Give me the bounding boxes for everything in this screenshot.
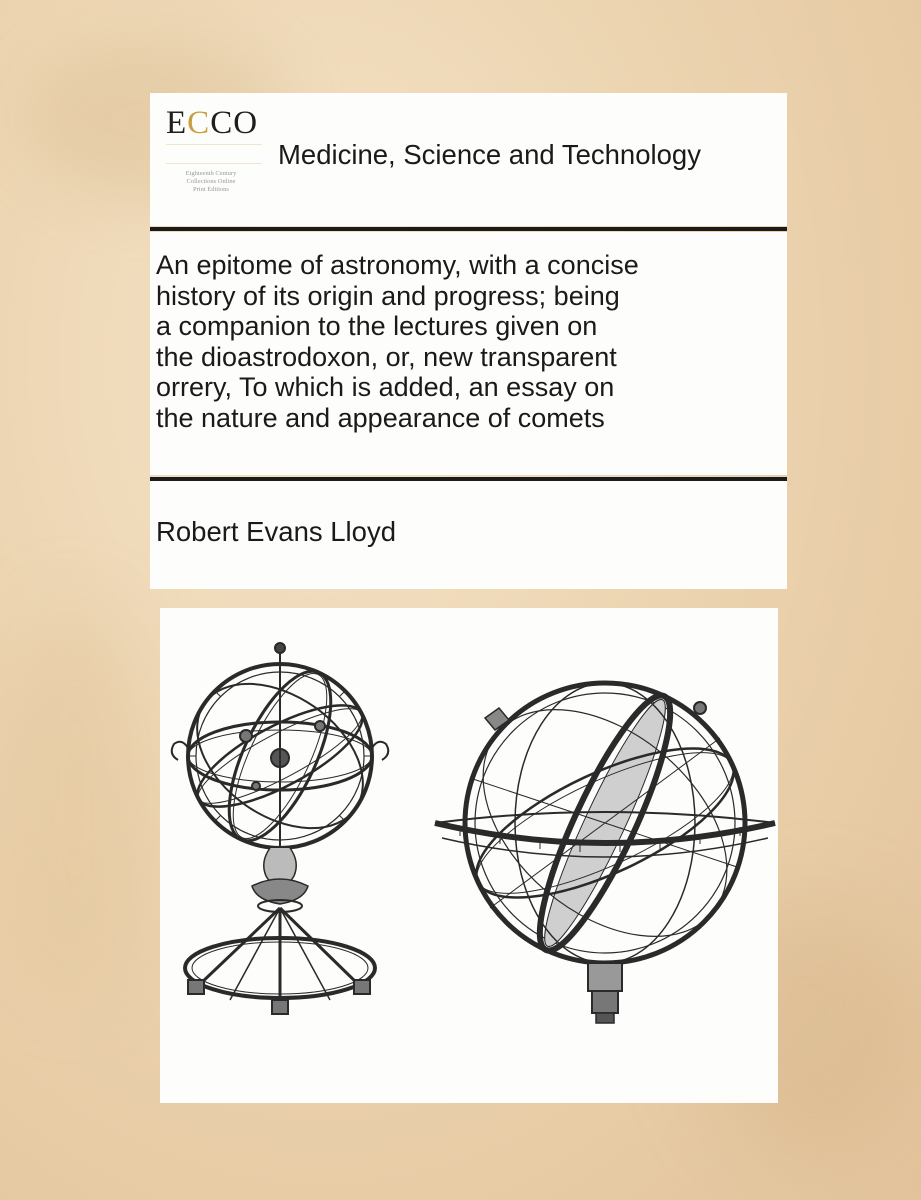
logo-line-2: Collections Online	[186, 178, 236, 185]
header-rule	[150, 227, 787, 231]
publisher-logo	[166, 107, 262, 212]
book-title: An epitome of astronomy, with a concise history of its origin and progress; being a companion to the lectures given on the dioastrodoxon, or, new transparent orrery, To which is added, an essay on the nature and appearance of comets	[156, 250, 639, 433]
cover-header	[150, 93, 787, 226]
celestial-globe-icon	[435, 664, 775, 1023]
series-title: Medicine, Science and Technology	[278, 139, 701, 170]
author-block	[150, 481, 787, 589]
illustration	[160, 608, 778, 1103]
logo-line-1: Eighteenth Century	[185, 170, 237, 177]
logo-wordmark: ECCO	[166, 105, 259, 141]
illustration-panel	[160, 608, 778, 1103]
logo-small-text	[166, 170, 256, 194]
author-name: Robert Evans Lloyd	[156, 516, 396, 547]
logo-line-3: Print Editions	[193, 186, 229, 193]
armillary-sphere-icon	[170, 643, 390, 1014]
logo-ghost-band	[166, 144, 262, 164]
title-block	[150, 232, 787, 475]
